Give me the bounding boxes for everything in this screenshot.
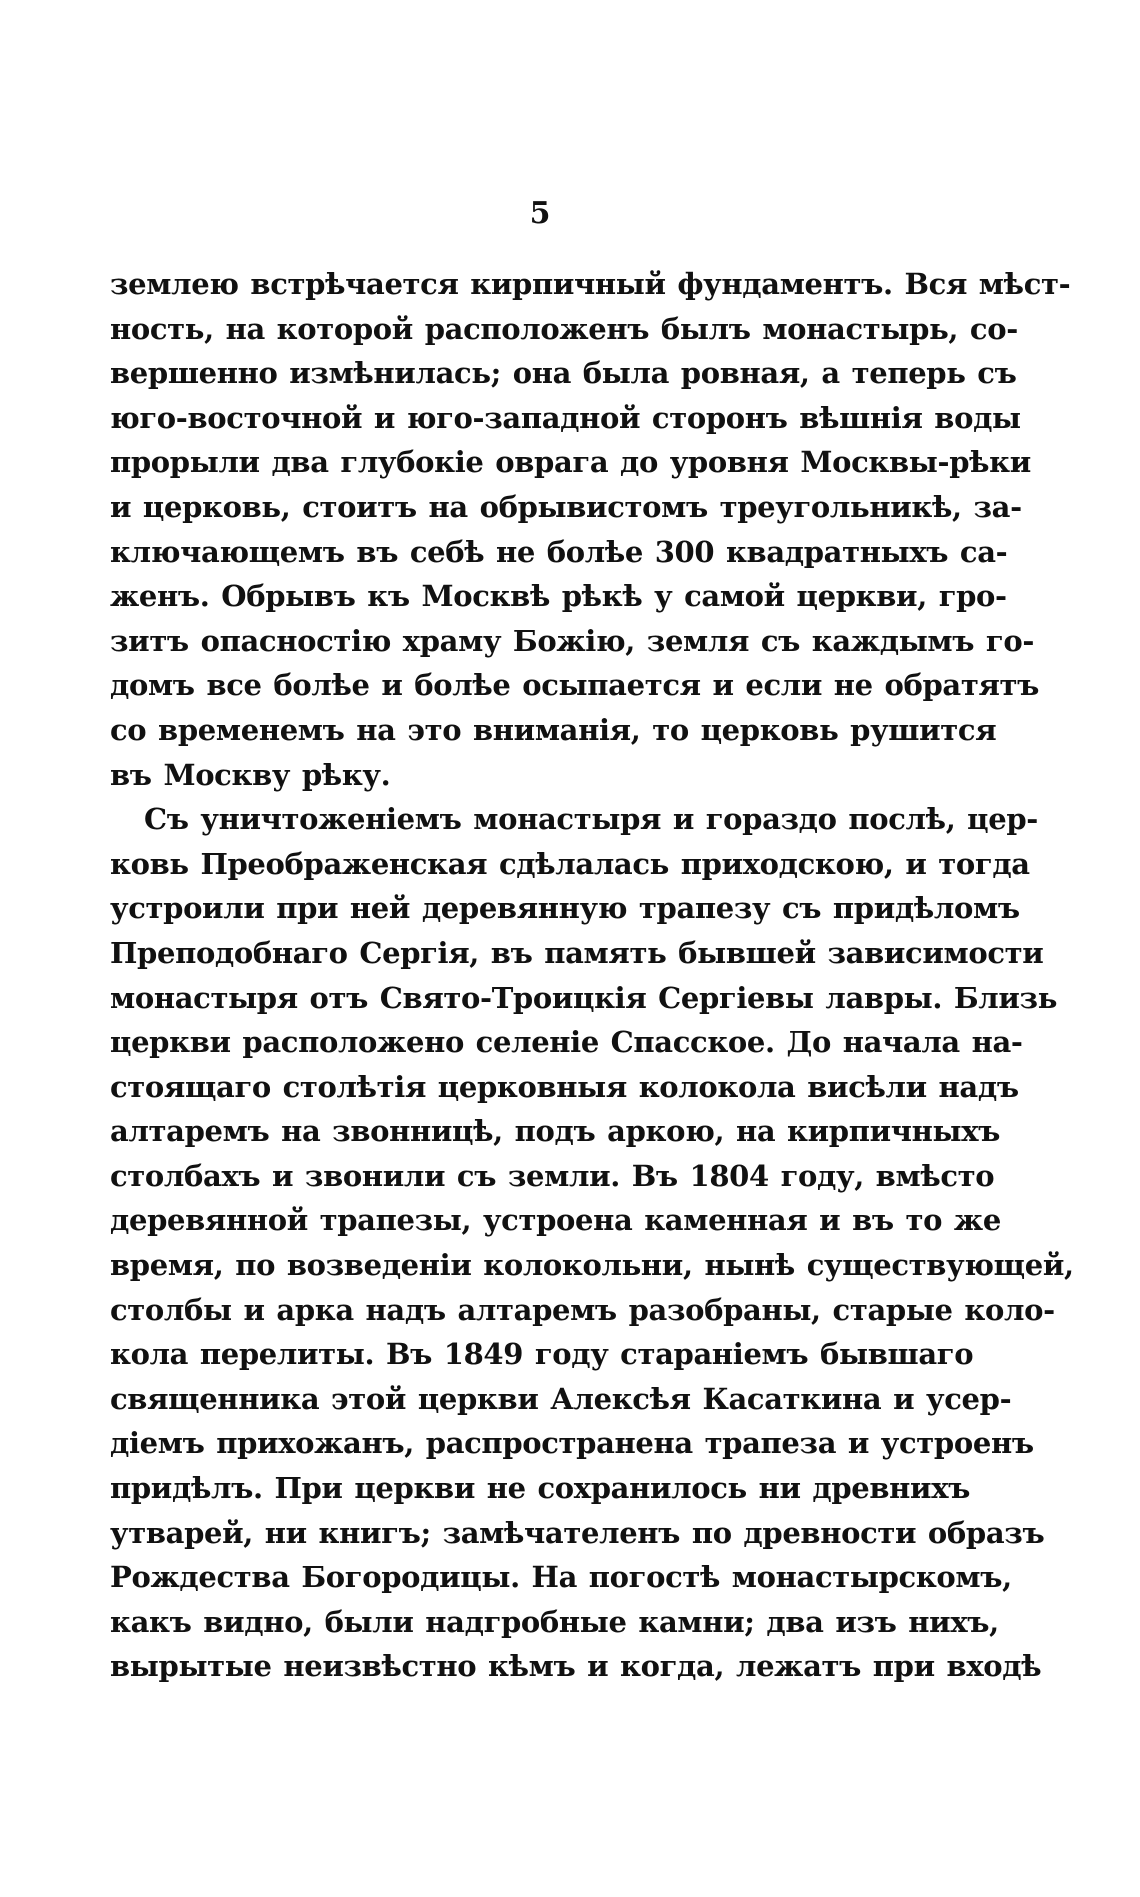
text-line-paragraph-end: въ Москву рѣку. [110,757,391,792]
text-line: стоящаго столѣтія церковныя колокола висѣли надъ [110,1069,1019,1104]
text-line: время, по возведеніи колокольни, нынѣ существующей, [110,1248,1074,1283]
text-line: столбахъ и звонили съ земли. Въ 1804 году, вмѣсто [110,1158,995,1193]
body-text [110,262,1074,1689]
text-line: землею встрѣчается кирпичный фундаментъ. Вся мѣст- [110,267,1071,301]
text-line: ключающемъ въ себѣ не болѣе 300 квадратныхъ са- [110,534,1008,569]
text-line: діемъ прихожанъ, распространена трапеза и устроенъ [110,1426,1034,1461]
text-line: придѣлъ. При церкви не сохранилось ни древнихъ [110,1471,971,1506]
text-line: алтаремъ на звонницѣ, подъ аркою, на кирпичныхъ [110,1114,1001,1149]
text-line: и церковь, стоитъ на обрывистомъ треугольникѣ, за- [110,489,1022,524]
page-number: 5 [529,196,551,231]
text-line: какъ видно, были надгробные камни; два изъ нихъ, [110,1604,999,1639]
text-line: священника этой церкви Алексѣя Касаткина и усер- [110,1381,1012,1416]
text-line: ковь Преображенская сдѣлалась приходскою, и тогда [110,846,1030,881]
text-line: монастыря отъ Свято-Троицкія Сергіевы лавры. Близь [110,980,1058,1015]
text-line: кола перелиты. Въ 1849 году стараніемъ бывшаго [110,1337,974,1372]
text-line: церкви расположено селеніе Спасское. До начала на- [110,1025,1023,1060]
text-line: устроили при ней деревянную трапезу съ придѣломъ [110,891,1020,926]
text-line: прорыли два глубокіе оврага до уровня Москвы-рѣки [110,445,1031,480]
text-line: Рождества Богородицы. На погостѣ монастырскомъ, [110,1560,1012,1595]
text-line: зитъ опасностію храму Божію, земля съ каждымъ го- [110,623,1035,658]
text-line: вершенно измѣнилась; она была ровная, а теперь съ [110,356,1017,391]
text-line: деревянной трапезы, устроена каменная и въ то же [110,1203,1001,1238]
text-line: столбы и арка надъ алтаремъ разобраны, старые коло- [110,1292,1055,1327]
text-line: юго-восточной и юго-западной сторонъ вѣшнія воды [110,400,1021,435]
text-line: Преподобнаго Сергія, въ память бывшей зависимости [110,935,1044,970]
text-line: ность, на которой расположенъ былъ монастырь, со- [110,311,1018,346]
text-line: со временемъ на это вниманія, то церковь рушится [110,712,997,747]
text-line: женъ. Обрывъ къ Москвѣ рѣкѣ у самой церкви, гро- [110,579,1007,614]
text-line-paragraph-start: Съ уничтоженіемъ монастыря и гораздо послѣ, цер- [144,802,1038,837]
text-line: утварей, ни книгъ; замѣчателенъ по древности образъ [110,1515,1045,1550]
text-line: вырытые неизвѣстно кѣмъ и когда, лежатъ при входѣ [110,1649,1042,1684]
text-line: домъ все болѣе и болѣе осыпается и если не обратятъ [110,668,1040,703]
